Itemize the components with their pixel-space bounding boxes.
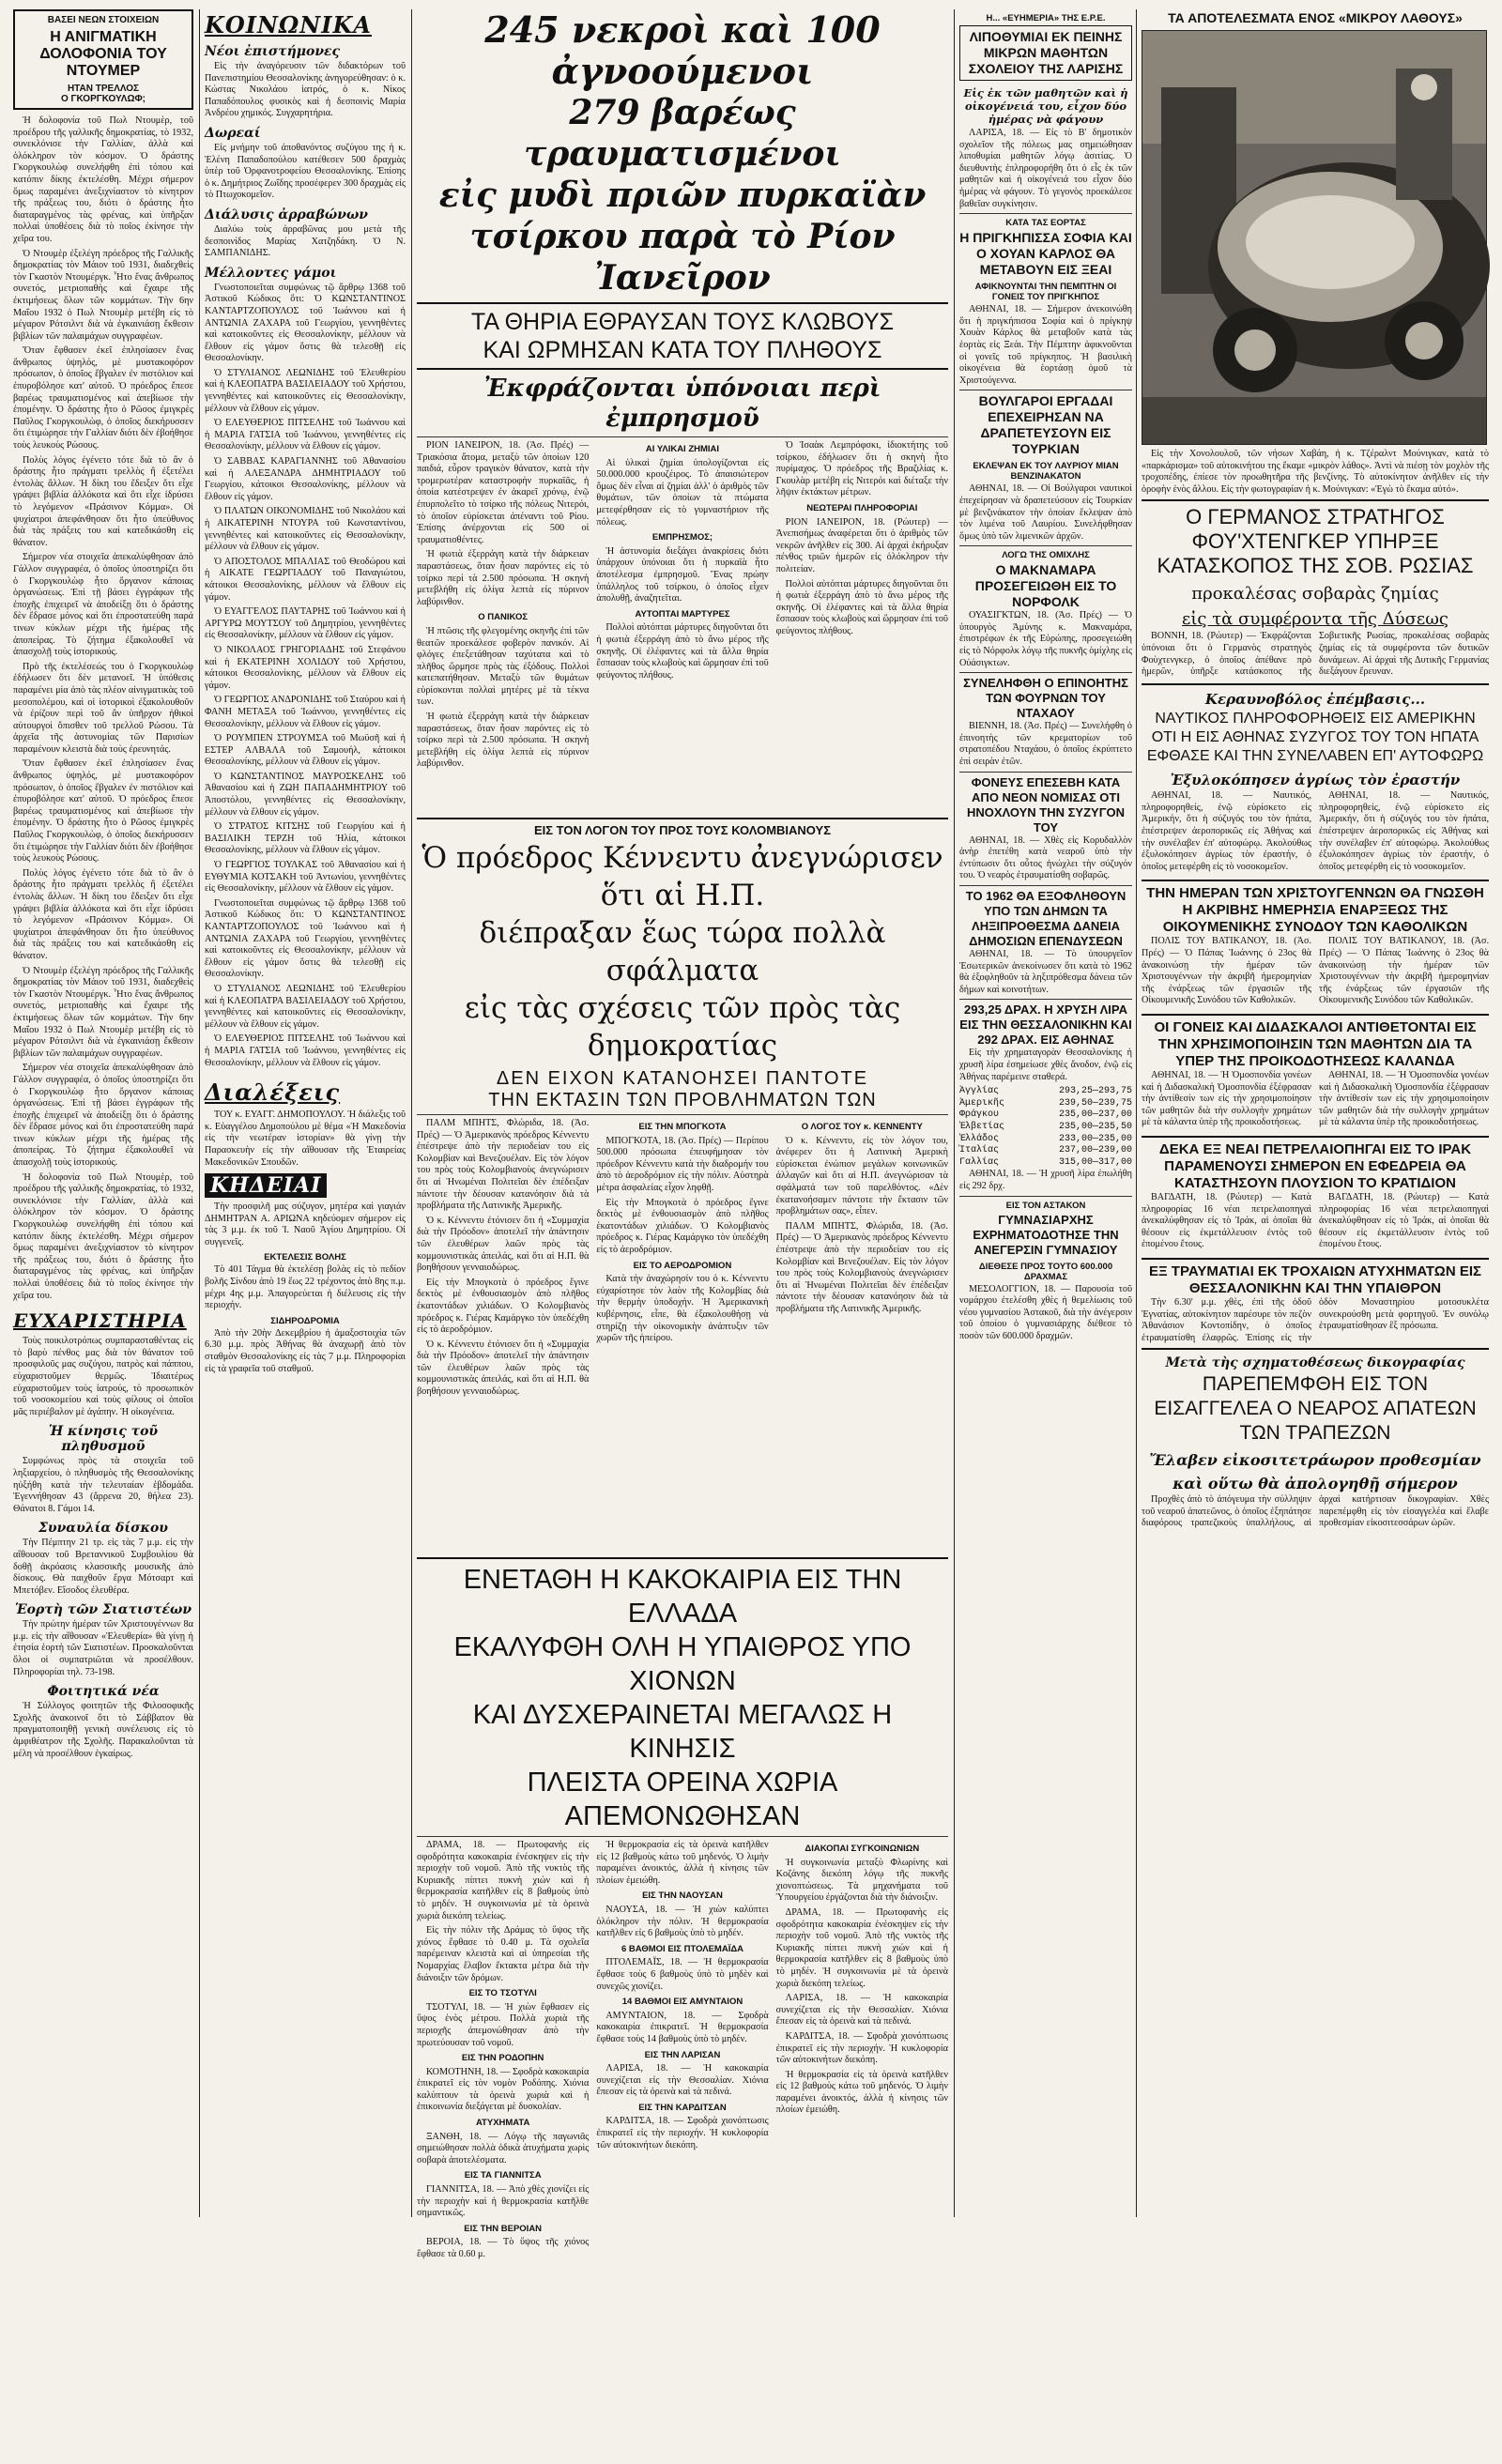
paragraph: Ὁ ΝΙΚΟΛΑΟΣ ΓΡΗΓΟΡΙΑΔΗΣ τοῦ Στεφάνου καὶ ἡ ΕΚΑΤΕΡΙΝΗ ΧΟΛΙΔΟΥ τοῦ Χρήστου, κάτοικοι Θεσσαλονίκης, μέλλουν νὰ ἔλθουν εἰς γάμον. — [205, 644, 406, 691]
box-label: ΒΑΣΕΙ ΝΕΩΝ ΣΤΟΙΧΕΙΩΝ — [47, 15, 160, 25]
kennedy-headline: διέπραξαν ἕως τώρα πολλὰ σφάλματα — [479, 916, 886, 987]
paragraph: Ὁ κ. Κέννεντυ ἐτόνισεν ὅτι ἡ «Συμμαχία διὰ τὴν Πρόοδον» ἀποτελεῖ τὴν ἀπάντησιν τῶν ἐλευθέρων λαῶν πρὸς τὰς κομμουνιστικὰς ἀπειλάς, καὶ ὅτι αἱ Η.Π. θὰ βοηθήσουν γενναιοδώρως. — [417, 1215, 590, 1274]
paragraph: Συμφώνως πρὸς τὰ στοιχεῖα τοῦ ληξιαρχείου, ὁ πληθυσμὸς τῆς Θεσσαλονίκης ηὐξήθη κατὰ τὴν τελευταίαν ἑβδομάδα. Ἐγεννήθησαν 43 (ἄρρενα 20, θήλεα 23). Θάνατοι 8. Γάμοι 14. — [13, 1456, 193, 1514]
paragraph: ΤΟΥ κ. ΕΥΑΓΓ. ΔΗΜΟΠΟΥΛΟΥ. Ἡ διάλεξις τοῦ κ. Εὐαγγέλου Δημοπούλου μὲ θέμα «Ἡ Μακεδονία εἰς τὴν νεωτέραν ἱστορίαν» θὰ γίνῃ τὴν Παρασκευὴν εἰς τὴν αἴθουσαν τῆς Ἑταιρείας Μακεδονικῶν Σπουδῶν. — [205, 1110, 406, 1168]
subhead: ΑΥΤΟΠΤΑΙ ΜΑΡΤΥΡΕΣ — [635, 608, 730, 620]
column-rule — [411, 9, 412, 2217]
paragraph: ΠΑΛΜ ΜΠΗΤΣ, Φλώριδα, 18. (Ἀσ. Πρές) — Ὁ Ἀμερικανὸς πρόεδρος Κέννεντυ ἐπέστρεψε ἀπὸ τὴν περιοδείαν του εἰς Κολομβίαν καὶ Βενεζουέλαν. Εἰς τὸν λόγον του πρὸς τοὺς Κολομβιανοὺς ἀνεγνώρισεν ὅτι αἱ Ἡνωμέναι Πολιτεῖαι δὲν ἐπέδειξαν πάντοτε τὴν δέουσαν κατανόησιν διὰ τὰ προβλήματα τῆς Λατινικῆς Ἀμερικῆς. — [417, 1118, 590, 1212]
subhead: ΕΙΣ ΤΗΝ ΛΑΡΙΣΑΝ — [644, 2049, 721, 2060]
section-title: ΚΗΔΕΙΑΙ — [205, 1173, 327, 1198]
paragraph: Προχθὲς ἀπὸ τὸ ἀπόγευμα τὴν σύλληψιν τοῦ νεαροῦ ἀπατεῶνος, ὁ ὁποῖος ἐξηπάτησε διαφόρους τραπεζικοὺς ὑπαλλήλους, αἱ ἀρχαὶ κατήρτισαν δικογραφίαν. Χθὲς παρεπέμφθη εἰς τὸν εἰσαγγελέα καὶ ἔλαβε προθεσμίαν εἰκοσιτεσσάρων ὡρῶν. — [1142, 1494, 1489, 1529]
photo-title: ΤΑ ΑΠΟΤΕΛΕΣΜΑΤΑ ΕΝΟΣ «ΜΙΚΡΟΥ ΛΑΘΟΥΣ» — [1168, 10, 1463, 25]
weather-headline: ΠΛΕΙΣΤΑ ΟΡΕΙΝΑ ΧΩΡΙΑ ΑΠΕΜΟΝΩΘΗΣΑΝ — [527, 1768, 838, 1831]
headline: ΤΟ 1962 ΘΑ ΕΞΟΦΛΗΘΟΥΝ ΥΠΟ ΤΩΝ ΔΗΜΩΝ ΤΑ ΛΗΞΙΠΡΟΘΕΣΜΑ ΔΑΝΕΙΑ ΔΗΜΟΣΙΩΝ ΕΠΕΝΔΥΣΕΩΝ — [965, 889, 1126, 948]
article-body — [13, 115, 193, 1302]
box-sub: ΗΤΑΝ ΤΡΕΛΛΟΣ — [67, 84, 140, 94]
paragraph: Πολλοὶ αὐτόπται μάρτυρες διηγοῦνται ὅτι ἡ φωτιὰ ἐξερράγη ἀπὸ τὸ ἄνω μέρος τῆς σκηνῆς. Οἱ ἐλέφαντες καὶ τὰ ἄλλα θηρία ἔσπασαν τοὺς κλωβοὺς καὶ ὥρμησαν ἐπὶ τοῦ φεύγοντος πλήθους. — [775, 578, 948, 636]
subhead: 6 ΒΑΘΜΟΙ ΕΙΣ ΠΤΟΛΕΜΑΪΔΑ — [621, 1943, 744, 1954]
weather-headline: ΚΑΙ ΔΥΣΧΕΡΑΙΝΕΤΑΙ ΜΕΓΑΛΩΣ Η ΚΙΝΗΣΙΣ — [472, 1700, 893, 1764]
kennedy-kicker: ΕΙΣ ΤΟΝ ΛΟΓΟΝ ΤΟΥ ΠΡΟΣ ΤΟΥΣ ΚΟΛΟΜΒΙΑΝΟΥΣ — [533, 823, 832, 837]
paragraph: Διαλύω τοὺς ἀρραβῶνας μου μετὰ τῆς δεσποινίδος Μαρίας Χατζηδάκη. Ὁ Ν. ΣΑΜΠΑΝΙΔΗΣ. — [205, 223, 406, 259]
headline: Ο ΜΑΚΝΑΜΑΡΑ ΠΡΟΣΕΓΕΙΩΘΗ ΕΙΣ ΤΟ ΝΟΡΦΟΛΚ — [974, 562, 1117, 610]
weather-headline: ΕΚΑΛΥΦΘΗ ΟΛΗ Η ΥΠΑΙΘΡΟΣ ΥΠΟ ΧΙΟΝΩΝ — [453, 1632, 912, 1696]
headline: Η ΠΡΙΓΚΗΠΙΣΣΑ ΣΟΦΙΑ ΚΑΙ Ο ΧΟΥΑΝ ΚΑΡΛΟΣ ΘΑ ΜΕΤΑΒΟΥΝ ΕΙΣ ΞΕΑΙ — [959, 230, 1132, 278]
subhead: ΔΙΕΘΕΣΕ ΠΡΟΣ ΤΟΥΤΟ 600.000 ΔΡΑΧΜΑΣ — [978, 1261, 1113, 1282]
section-title: Διαλέξεις — [205, 1079, 341, 1107]
paragraph: Ὁ ΕΛΕΥΘΕΡΙΟΣ ΠΙΤΣΕΛΗΣ τοῦ Ἰωάννου καὶ ἡ ΜΑΡΙΑ ΓΑΤΣΙΑ τοῦ Ἰωάννου, γεννηθέντες εἰς Θεσσαλονίκην, μέλλουν νὰ ἔλθουν εἰς γάμον. — [205, 418, 406, 452]
subhead: ΕΚΤΕΛΕΣΙΣ ΒΟΛΗΣ — [264, 1252, 346, 1263]
headline: ΦΟΝΕΥΣ ΕΠΕΣΕΒΗ ΚΑΤΑ ΑΠΟ ΝΕΟΝ ΝΟΜΙΣΑΣ ΟΤΙ ΗΝΟΧΛΟΥΝ ΤΗΝ ΣΥΖΥΓΟΝ ΤΟΥ — [966, 774, 1126, 834]
kennedy-subhead: ΔΕΝ ΕΙΧΟΝ ΚΑΤΑΝΟΗΣΕΙ ΠΑΝΤΟΤΕ — [496, 1068, 869, 1089]
subhead: ΑΙ ΥΛΙΚΑΙ ΖΗΜΙΑΙ — [645, 444, 720, 454]
paragraph: ΒΕΡΟΙΑ, 18. — Τὸ ὕψος τῆς χιόνος ἔφθασε τὰ 0.60 μ. — [417, 2237, 590, 2259]
paragraph: Ὁ Ντουμὲρ ἐξελέγη πρόεδρος τῆς Γαλλικῆς δημοκρατίας τὸν Μάιον τοῦ 1931, διαδεχθεὶς τὸν Γκαστὸν Ντουμέργκ. Ἦτο ἕνας ἄνθρωπος συνετός, μετριοπαθὴς καὶ ἔχαιρε τῆς ἐκτιμήσεως ὅλων τῶν κομμάτων. Τὴν 6ην Μαΐου 1932 ὁ Πωλ Ντουμὲρ μετέβη εἰς τὸ μέγαρον Ρότσιλντ διὰ νὰ ἐγκαινιάσῃ ἔκθεσιν βιβλίων τῶν παλαιμάχων συγγραφέων. — [13, 965, 193, 1059]
kennedy-headline: Ὁ πρόεδρος Κέννεντυ ἀνεγνώρισεν ὅτι αἱ Η.Π. — [421, 841, 943, 912]
gold-rate-name: Ἀγγλίας — [959, 1086, 1000, 1097]
paragraph: Πρὸ τῆς ἐκτελέσεώς του ὁ Γκοργκουλὼφ ἐδήλωσεν ὅτι δὲν μετανοεῖ. Ἡ ὑπόθεσις παραμένει μία ἀπὸ τὰς πλέον αἰνιγματικὰς τοῦ μεσοπολέμου, καὶ οἱ ἱστορικοὶ ἐξακολουθοῦν νὰ ἐρίζουν περὶ τοῦ ἂν ὑπῆρχον ἠθικοὶ αὐτουργοὶ ὄπισθεν τοῦ τρελλοῦ Ρώσου. Τὰ ἀρχεῖα τῆς ἀστυνομίας τῶν Παρισίων παραμένουν κλειστὰ διὰ τοὺς ἐρευνητάς. — [13, 661, 193, 755]
paragraph: Τὴν 6.30' μ.μ. χθὲς, ἐπὶ τῆς ὁδοῦ Ἐγνατίας, αὐτοκίνητον παρέσυρε τὸν πεζὸν Ἀθανάσιον Κοντοπίδην, ὁ ὁποῖος ἐτραυματίσθη ἐλαφρῶς. Ἐπίσης εἰς τὴν ὁδὸν Μοναστηρίου μοτοσυκλέτα συνεκρούσθη μετὰ φορτηγοῦ. Ἐν συνόλῳ ἐτραυματίσθησαν ἓξ πρόσωπα. — [1142, 1296, 1489, 1343]
paragraph: Ἡ Σύλλογος φοιτητῶν τῆς Φιλοσοφικῆς Σχολῆς ἀνακοινοῖ ὅτι τὸ Σάββατον θὰ πραγματοποιηθῇ γενικὴ συνέλευσις εἰς τὸ ἀμφιθέατρον τῆς Σχολῆς. Παρακαλοῦνται τὰ μέλη νὰ προσέλθουν ἐγκαίρως. — [13, 1701, 193, 1759]
paragraph: Σήμερον νέα στοιχεῖα ἀπεκαλύφθησαν ἀπὸ Γάλλον συγγραφέα, ὁ ὁποῖος ὑποστηρίζει ὅτι ὁ Γκοργκουλὼφ ἦτο ὄργανον κάποιας ὀργανώσεως. Ἐπὶ τῇ βάσει ἐγγράφων τῆς ἐποχῆς ἐπιχειρεῖ νὰ ἀποδείξῃ ὅτι ὁ δράστης δὲν ἔδρασε μόνος καὶ ὅτι ἐπροστατεύθη παρά τινων κύκλων μέχρι τῆς ἡμέρας τῆς ἀποπείρας. Τὸ ζήτημα ἐξακολουθεῖ νὰ ἀπασχολῇ τοὺς ἱστορικούς. — [13, 1063, 193, 1169]
paragraph: Εἰς τὴν χρηματαγορὰν Θεσσαλονίκης ἡ χρυσῆ λίρα ἐσημείωσε χθὲς ἄνοδον, ἐνῷ εἰς Ἀθήνας παρέμεινε σταθερά. — [959, 1048, 1132, 1082]
paragraph: Εἰς τὴν Μπογκοτὰ ὁ πρόεδρος ἔγινε δεκτὸς μὲ ἐνθουσιασμὸν ἀπὸ πλῆθος ἑκατοντάδων χιλιάδων. Ὁ Κολομβιανὸς πρόεδρος κ. Γιέρας Καμάργκο τὸν ὑπεδέχθη εἰς τὸ ἀεροδρόμιον. — [417, 1277, 590, 1336]
gold-rate-row — [959, 1098, 1132, 1110]
subhead: Ο ΠΑΝΙΚΟΣ — [478, 612, 529, 623]
paragraph: ΒΑΓΔΑΤΗ, 18. (Ρώυτερ) — Κατὰ πληροφορίας 16 νέαι πετρελαιοπηγαὶ ἀνεκαλύφθησαν εἰς τὸ Ἰράκ, αἱ ὁποῖαι θὰ θέσουν εἰς ἐκμετάλλευσιν ἐντὸς τοῦ ἐπομένου ἔτους. — [1142, 1191, 1311, 1250]
paragraph: ΛΑΡΙΣΑ, 18. — Ἡ κακοκαιρία συνεχίζεται εἰς τὴν Θεσσαλίαν. Χιόνια ἔπεσαν εἰς τὰ ὀρεινὰ καὶ τὰ πεδινά. — [596, 2063, 769, 2098]
paragraph: ΑΘΗΝΑΙ, 18. — Ἡ χρυσῆ λίρα ἐπωλήθη εἰς 292 δρχ. — [959, 1169, 1132, 1191]
subhead: Ἐξυλοκόπησεν ἀγρίως τὸν ἐραστήν — [1170, 772, 1461, 789]
paragraph: ΒΙΕΝΝΗ, 18. (Ἀσ. Πρές) — Συνελήφθη ὁ ἐπινοητὴς τῶν κρεματορίων τοῦ στρατοπέδου Νταχάου, ὁ ὁποῖος ἐκρύπτετο ἐπὶ σειρὰν ἐτῶν. — [959, 721, 1132, 768]
paragraph: ΚΑΡΔΙΤΣΑ, 18. — Σφοδρὰ χιονόπτωσις ἐπικρατεῖ εἰς τὴν περιοχήν. Ἡ κυκλοφορία τῶν αὐτοκινήτων διεκόπη. — [596, 2116, 769, 2150]
paragraph: Ὁ ΚΩΝΣΤΑΝΤΙΝΟΣ ΜΑΥΡΟΣΚΕΛΗΣ τοῦ Ἀθανασίου καὶ ἡ ΖΩΗ ΠΑΠΑΔΗΜΗΤΡΙΟΥ τοῦ Ἀποστόλου, γεννηθέντες εἰς Θεσσαλονίκην, μέλλουν νὰ ἔλθουν εἰς γάμον. — [205, 771, 406, 818]
gold-rate-value: 239,50—239,75 — [1058, 1097, 1132, 1109]
gold-rate-row — [959, 1122, 1132, 1134]
paragraph: Ὁ ΣΤΥΛΙΑΝΟΣ ΛΕΩΝΙΔΗΣ τοῦ Ἐλευθερίου καὶ ἡ ΚΛΕΟΠΑΤΡΑ ΒΑΣΙΛΕΙΑΔΟΥ τοῦ Χρήστου, γεννηθέντες καὶ κατοικοῦντες εἰς Θεσσαλονίκην, μέλλουν νὰ ἔλθουν εἰς γάμον. — [205, 983, 406, 1030]
subhead: Συναυλία δίσκου — [38, 1521, 169, 1537]
ntoumer-headline-box — [13, 9, 193, 110]
paragraph: Εἰς τὴν πόλιν τῆς Δράμας τὸ ὕψος τῆς χιόνος ἔφθασε τὸ 0.40 μ. Τὰ σχολεῖα παρέμειναν κλειστὰ καὶ αἱ ὑπηρεσίαι τῆς Νομαρχίας ἔλαβον ἔκτακτα μέτρα διὰ τὴν διάνοιξιν τῶν δρόμων. — [417, 1925, 590, 1983]
paragraph: Ἡ δολοφονία τοῦ Πωλ Ντουμὲρ, τοῦ προέδρου τῆς γαλλικῆς δημοκρατίας, τὸ 1932, συνεκλόνισε τὴν Γαλλίαν, ἀλλὰ καὶ ὁλόκληρον τὸν κόσμον. Ὁ δράστης Γκοργκουλὼφ συνελήφθη ἐπὶ τόπου καὶ κατόπιν δίκης ἐκτελέσθη. Μέχρι σήμερον ὅμως παραμένει ἀνεξιχνίαστον τὸ κίνητρον τῆς πράξεως του, διότι ὁ δράστης ἦτο διαταραγμένος τὰς φρένας, καὶ ὑπῆρξαν πολλαὶ ὑποθέσεις διὰ τὸ ποῖος ἐκίνησε τὴν χεῖρα του. — [13, 1171, 193, 1301]
paragraph: ΠΟΛΙΣ ΤΟΥ ΒΑΤΙΚΑΝΟΥ, 18. (Ἀσ. Πρές) — Ὁ Πάπας Ἰωάννης ὁ 23ος θὰ ἀνακοινώσῃ τὴν ἡμέραν τῶν Χριστουγέννων τὴν ἀκριβῆ ἡμερομηνίαν τῆς ἐνάρξεως τῶν ἐργασιῶν τῆς Οἰκουμενικῆς Συνόδου τῶν Καθολικῶν. — [1142, 936, 1311, 1006]
subhead: Δωρεαί — [205, 125, 261, 141]
paragraph: ΟΥΑΣΙΓΚΤΩΝ, 18. (Ἀσ. Πρές) — Ὁ ὑπουργὸς Ἀμύνης κ. Μακναμάρα, ἐπιστρέφων ἐκ τῆς Εὐρώπης, προσεγειώθη εἰς τὸ Νόρφολκ λόγῳ τῆς πυκνῆς ὁμίχλης εἰς Οὐάσιγκτων. — [959, 610, 1132, 668]
gold-rate-name: Ἰταλίας — [959, 1145, 1000, 1156]
gold-rate-name: Φράγκου — [959, 1110, 1000, 1121]
paragraph: Πολὺς λόγος ἐγένετο τότε διὰ τὸ ἂν ὁ δράστης ἦτο πράγματι τρελλὸς ἢ ἐξετέλει ἐντολὰς ἄλλων. Ἡ δίκη του ἔδειξεν ὅτι εἶχε γράψει βιβλία ἀλλόκοτα καὶ ὅτι εἶχε ἱδρύσει τὸ λεγόμενον «Πράσινον Κόμμα». Οἱ ψυχίατροι ἀπεφάνθησαν ὅτι ἦτο ὑπεύθυνος διὰ τὰς πράξεις του καὶ κατεδικάσθη εἰς θάνατον. — [13, 867, 193, 961]
paragraph: ΛΑΡΙΣΑ, 18. — Ἡ κακοκαιρία συνεχίζεται εἰς τὴν Θεσσαλίαν. Χιόνια ἔπεσαν εἰς τὰ ὀρεινὰ καὶ τὰ πεδινά. — [775, 1993, 948, 2028]
paragraph: Πολλοὶ αὐτόπται μάρτυρες διηγοῦνται ὅτι ἡ φωτιὰ ἐξερράγη ἀπὸ τὸ ἄνω μέρος τῆς σκηνῆς. Οἱ ἐλέφαντες καὶ τὰ ἄλλα θηρία ἔσπασαν τοὺς κλωβοὺς καὶ ὥρμησαν ἐπὶ τοῦ φεύγοντος πλήθους. — [596, 622, 769, 681]
paragraph: ΓΙΑΝΝΙΤΣΑ, 18. — Ἀπὸ χθὲς χιονίζει εἰς τὴν περιοχὴν καὶ ἡ θερμοκρασία κατῆλθε σημαντικῶς. — [417, 2184, 590, 2219]
gold-rate-value: 237,00—239,00 — [1058, 1145, 1132, 1156]
paragraph: Αἱ ὑλικαὶ ζημίαι ὑπολογίζονται εἰς 50.000.000 κρουζέιρος. Τὸ ἀπαισιώτερον ὅμως δὲν εἶναι αἱ ζημίαι ἀλλ' ὁ ἀριθμὸς τῶν θυμάτων, τῶν ὁποίων τὰ πτώματα μετεφέρθησαν εἰς τὸ γυμναστήριον τῆς πόλεως. — [596, 457, 769, 528]
paragraph: Ὁ ΠΛΑΤΩΝ ΟΙΚΟΝΟΜΙΔΗΣ τοῦ Νικολάου καὶ ἡ ΑΙΚΑΤΕΡΙΝΗ ΝΤΟΥΡΑ τοῦ Κωνσταντίνου, γεννηθέντες καὶ κατοικοῦντες εἰς Θεσσαλονίκην, μέλλουν νὰ ἔλθουν εἰς γάμον. — [205, 506, 406, 553]
headline: ΠΑΡΕΠΕΜΦΘΗ ΕΙΣ ΤΟΝ ΕΙΣΑΓΓΕΛΕΑ Ο ΝΕΑΡΟΣ ΑΠΑΤΕΩΝ ΤΩΝ ΤΡΑΠΕΖΩΝ — [1154, 1373, 1477, 1445]
paragraph: Ὅταν ἔφθασεν ἐκεῖ ἐπλησίασεν ἕνας ἄνθρωπος ὑψηλός, μὲ μυστακοφόρον πρόσωπον, ὁ ὁποῖος ἔβγαλεν ἐν πιστόλιον καὶ ἐπυροβόλησε κατ' αὐτοῦ. Ὁ πρόεδρος ἔπεσε βαρέως τραυματισμένος καὶ ἀπεβίωσε τὴν ἑπομένην. Ὁ δράστης ἦτο ὁ Ρῶσος ἐμιγκρὲς Παῦλος Γκοργκουλὼφ, ὁ ὁποῖος διεκήρυσσεν ὅτι ἐτιμώρησε τὴν Γαλλίαν διότι δὲν ἐβοήθησε τοὺς λευκοὺς Ρώσους. — [13, 345, 193, 451]
column-rule — [199, 9, 200, 2217]
paragraph: ΑΘΗΝΑΙ, 18. — Ἡ Ὁμοσπονδία γονέων καὶ ἡ Διδασκαλικὴ Ὁμοσπονδία ἐξέφρασαν τὴν ἀντίθεσίν των εἰς τὴν χρησιμοποίησιν τῶν μαθητῶν διὰ τὴν συλλογὴν χρημάτων μὲ τὰ κάλαντα ὑπὲρ τῆς προικοδοτήσεως. — [1142, 1069, 1311, 1128]
car-photo-icon — [1142, 31, 1486, 444]
paragraph: Εἰς τὴν Μπογκοτὰ ὁ πρόεδρος ἔγινε δεκτὸς μὲ ἐνθουσιασμὸν ἀπὸ πλῆθος ἑκατοντάδων χιλιάδων. Ὁ Κολομβιανὸς πρόεδρος κ. Γιέρας Καμάργκο τὸν ὑπεδέχθη εἰς τὸ ἀεροδρόμιον. — [596, 1197, 769, 1255]
headline: ΕΞ ΤΡΑΥΜΑΤΙΑΙ ΕΚ ΤΡΟΧΑΙΩΝ ΑΤΥΧΗΜΑΤΩΝ ΕΙΣ ΘΕΣΣΑΛΟΝΙΚΗΝ ΚΑΙ ΤΗΝ ΥΠΑΙΘΡΟΝ — [1148, 1263, 1482, 1296]
subhead: Ἡ κίνησις τοῦ πληθυσμοῦ — [48, 1424, 159, 1455]
paragraph: ΜΕΣΟΛΟΓΓΙΟΝ, 18. — Παρουσία τοῦ νομάρχου ἐτελέσθη χθὲς ἡ θεμελίωσις τοῦ νέου γυμνασίου Ἀστακοῦ, διὰ τὴν ἀνέγερσιν τοῦ ὁποίου ὁ γυμνασιάρχης διέθεσε τὸ ποσὸν τῶν 600.000 δραχμῶν. — [959, 1283, 1132, 1341]
paragraph: Σήμερον νέα στοιχεῖα ἀπεκαλύφθησαν ἀπὸ Γάλλον συγγραφέα, ὁ ὁποῖος ὑποστηρίζει ὅτι ὁ Γκοργκουλὼφ ἦτο ὄργανον κάποιας ὀργανώσεως. Ἐπὶ τῇ βάσει ἐγγράφων τῆς ἐποχῆς ἐπιχειρεῖ νὰ ἀποδείξῃ ὅτι ὁ δράστης δὲν ἔδρασε μόνος καὶ ὅτι ἐπροστατεύθη παρά τινων κύκλων μέχρι τῆς ἡμέρας τῆς ἀποπείρας. Τὸ ζήτημα ἐξακολουθεῖ νὰ ἀπασχολῇ τοὺς ἱστορικούς. — [13, 552, 193, 658]
headline-2: 279 βαρέως τραυματισμένοι — [524, 93, 841, 174]
gold-rate-name: Ἀμερικῆς — [959, 1097, 1005, 1109]
column-rule — [954, 9, 955, 2217]
kicker: ΛΟΓΩ ΤΗΣ ΟΜΙΧΛΗΣ — [1002, 550, 1090, 561]
paragraph: Τὸ 401 Τάγμα θὰ ἐκτελέσῃ βολὰς εἰς τὸ πεδίον βολῆς Σίνδου ἀπὸ 19 ἕως 22 τρέχοντος ἀπὸ 8ης π.μ. μέχρι 4ης μ.μ. Ἀπαγορεύεται ἡ διέλευσις εἰς τὴν περιοχήν. — [205, 1264, 406, 1311]
kennedy-article — [417, 1118, 948, 1553]
paragraph: ΜΠΟΓΚΟΤΑ, 18. (Ἀσ. Πρές) — Περίπου 500.000 πρόσωπα ἐπευφήμησαν τὸν πρόεδρον Κέννεντυ κατὰ τὴν διαδρομήν του ἀπὸ τὸ ἀεροδρόμιον εἰς τὴν πόλιν. Αὐστηρὰ μέτρα ἀσφαλείας εἶχον ληφθῇ. — [596, 1135, 769, 1193]
paragraph: Εἰς τὴν ἀναγόρευσιν τῶν διδακτόρων τοῦ Πανεπιστημίου Θεσσαλονίκης ἀνηγορεύθησαν: ὁ κ. Κώστας Νικολάου ἰατρός, ὁ κ. Νίκος Παπαδόπουλος φυσικὸς καὶ ἡ δεσποινὶς Μαρία Ἀνδρέου χημικός. Συγχαρητήρια. — [205, 61, 406, 119]
section-title: ΚΟΙΝΩΝΙΚΑ — [205, 11, 372, 38]
gold-rate-name: Γαλλίας — [959, 1156, 1000, 1168]
paragraph: Ἡ θερμοκρασία εἰς τὰ ὀρεινὰ κατῆλθεν εἰς 12 βαθμοὺς κάτω τοῦ μηδενός. Ὁ λιμὴν παραμένει ἀνοικτός, ἀλλὰ ἡ κίνησις τῶν πλοίων ἐμειώθη. — [596, 1840, 769, 1886]
gold-rates-table — [959, 1086, 1132, 1169]
paragraph: Ὁ ΓΕΩΡΓΙΟΣ ΑΝΔΡΟΝΙΔΗΣ τοῦ Σταύρου καὶ ἡ ΦΑΝΗ ΜΕΤΑΞΑ τοῦ Ἰωάννου, γεννηθέντες εἰς Θεσσαλονίκην, μέλλουν νὰ ἔλθουν εἰς γάμον. — [205, 695, 406, 729]
weather-headline: ΕΝΕΤΑΘΗ Η ΚΑΚΟΚΑΙΡΙΑ ΕΙΣ ΤΗΝ ΕΛΛΑΔΑ — [463, 1565, 902, 1629]
subhead: Ἑορτὴ τῶν Σιατιστέων — [14, 1602, 192, 1618]
gold-rate-value: 235,00—237,00 — [1058, 1110, 1132, 1121]
gold-rate-value: 235,00—235,50 — [1058, 1121, 1132, 1132]
headline-3: εἰς μυδὶ πριῶν πυρκαϊὰν — [438, 176, 927, 215]
headline-4: τσίρκου παρὰ τὸ Ρίον Ἰανεῖρον — [469, 217, 896, 298]
subhead: εἰς τὰ συμφέροντα τῆς Δύσεως — [1182, 609, 1448, 630]
subhead: ΕΙΣ ΤΗΝ ΒΕΡΟΙΑΝ — [464, 2223, 543, 2234]
paragraph: Ἡ πτῶσις τῆς φλεγομένης σκηνῆς ἐπὶ τῶν θεατῶν προεκάλεσε φοβερὸν πανικόν. Αἱ φλόγες ἐπεξετάθησαν ταχύτατα καὶ τὸ πλῆθος ὥρμησε πρὸς τὰς ἐξόδους. Πολλοὶ κατεπατήθησαν. Μεταξὺ τῶν θυμάτων εὑρίσκονται πολλαὶ μητέρες μὲ τὰ τέκνα των. — [417, 625, 590, 708]
paragraph: ΠΤΟΛΕΜΑΪΣ, 18. — Ἡ θερμοκρασία ἔφθασε τοὺς 6 βαθμοὺς ὑπὸ τὸ μηδὲν καὶ συνεχῶς χιονίζει. — [596, 1957, 769, 1992]
paragraph: Ὁ κ. Κέννεντυ, εἰς τὸν λόγον του, ἀνέφερεν ὅτι ἡ Λατινικὴ Ἀμερικὴ εὑρίσκεται ἐνώπιον μεγάλων κοινωνικῶν ἀλλαγῶν καὶ ὅτι αἱ Η.Π. ἀνεγνώρισαν τὰ σφάλματά των τοῦ παρελθόντος. «Δὲν ἐκατανοήσαμεν πάντοτε τὴν ἔκτασιν τῶν προβλημάτων σας», εἶπεν. — [775, 1135, 948, 1217]
paragraph: ΡΙΟΝ ΙΑΝΕΙΡΟΝ, 18. (Ρώυτερ) — Ἀνεπισήμως ἀναφέρεται ὅτι ὁ ἀριθμὸς τῶν νεκρῶν ἀνῆλθεν εἰς 300. Αἱ ἀρχαὶ ἐκήρυξαν πένθος τριῶν ἡμερῶν εἰς ὁλόκληρον τὴν πολιτείαν. — [775, 516, 948, 574]
weather-article — [417, 1840, 948, 2464]
column-1 — [13, 9, 193, 2217]
subhead: Μέλλοντες γάμοι — [205, 265, 337, 281]
gold-rate-row — [959, 1145, 1132, 1157]
paragraph: Ἡ δολοφονία τοῦ Πωλ Ντουμὲρ, τοῦ προέδρου τῆς γαλλικῆς δημοκρατίας, τὸ 1932, συνεκλόνισε τὴν Γαλλίαν, ἀλλὰ καὶ ὁλόκληρον τὸν κόσμον. Ὁ δράστης Γκοργκουλὼφ συνελήφθη ἐπὶ τόπου καὶ κατόπιν δίκης ἐκτελέσθη. Μέχρι σήμερον ὅμως παραμένει ἀνεξιχνίαστον τὸ κίνητρον τῆς πράξεως του, διότι ὁ δράστης ἦτο διαταραγμένος τὰς φρένας, καὶ ὑπῆρξαν πολλαὶ ὑποθέσεις διὰ τὸ ποῖος ἐκίνησε τὴν χεῖρα του. — [13, 115, 193, 244]
paragraph: ΑΘΗΝΑΙ, 18. — Ἡ Ὁμοσπονδία γονέων καὶ ἡ Διδασκαλικὴ Ὁμοσπονδία ἐξέφρασαν τὴν ἀντίθεσίν των εἰς τὴν χρησιμοποίησιν τῶν μαθητῶν διὰ τὴν συλλογὴν χρημάτων μὲ τὰ κάλαντα ὑπὲρ τῆς προικοδοτήσεως. — [1319, 1069, 1489, 1128]
headline: ΝΑΥΤΙΚΟΣ ΠΛΗΡΟΦΟΡΗΘΕΙΣ ΕΙΣ ΑΜΕΡΙΚΗΝ ΟΤΙ Η ΕΙΣ ΑΘΗΝΑΣ ΣΥΖΥΓΟΣ ΤΟΥ ΤΟΝ ΗΠΑΤΑ ΕΦΘΑΣΕ ΚΑΙ ΤΗΝ ΣΥΝΕΛΑΒΕΝ ΕΠ' ΑΥΤΟΦΩΡΩ — [1146, 711, 1484, 765]
photo-caption: Εἰς τὴν Χονολουλοῦ, τῶν νήσων Χαβάη, ἡ κ. Τζέραλντ Μούνιγκαν, κατὰ τὸ «παρκάρισμα» τοῦ αὐτοκινήτου της ἔκαμε «μικρὸν λάθος». Ἀντὶ νὰ πιέσῃ τὸν μοχλὸν τῆς τροχοπέδης, ἐπίεσε τὸν προωθητῆρα τῆς βενζίνης. Τὸ αὐτοκίνητον ἀνῆλθεν εἰς τὴν ὀροφὴν ἑνὸς ἄλλου. Εἰς τὴν φωτογραφίαν ἡ κ. Μούνιγκαν: «Ἐγὼ τὸ ἔκαμα αὐτό». — [1142, 449, 1489, 495]
headline: ΣΥΝΕΛΗΦΘΗ Ο ΕΠΙΝΟΗΤΗΣ ΤΩΝ ΦΟΥΡΝΩΝ ΤΟΥ ΝΤΑΧΑΟΥ — [963, 676, 1128, 721]
kennedy-subhead: ΤΗΝ ΕΚΤΑΣΙΝ ΤΩΝ ΠΡΟΒΛΗΜΑΤΩΝ ΤΩΝ — [488, 1090, 877, 1110]
center-columns — [417, 8, 948, 2259]
paragraph: ΤΣΟΤΥΛΙ, 18. — Ἡ χιὼν ἔφθασεν εἰς ὕψος ἑνὸς μέτρου. Πολλὰ χωριὰ τῆς περιοχῆς ἀπεμονώθησαν ἀπὸ τὴν πρωτεύουσαν τοῦ νομοῦ. — [417, 2001, 590, 2048]
kennedy-headline: εἰς τὰς σχέσεις τῶν πρὸς τὰς δημοκρατίας — [464, 991, 901, 1063]
subhead: Εἰς ἐκ τῶν μαθητῶν καὶ ἡ οἰκογένειά του, εἶχον δύο ἡμέρας νὰ φάγουν — [963, 86, 1128, 126]
subhead: ΕΙΣ ΤΟ ΤΣΟΤΥΛΙ — [468, 1988, 537, 1999]
paragraph: Ὁ ΣΤΥΛΙΑΝΟΣ ΛΕΩΝΙΔΗΣ τοῦ Ἐλευθερίου καὶ ἡ ΚΛΕΟΠΑΤΡΑ ΒΑΣΙΛΕΙΑΔΟΥ τοῦ Χρήστου, γεννηθέντες καὶ κατοικοῦντες εἰς Θεσσαλονίκην, μέλλουν νὰ ἔλθουν εἰς γάμον. — [205, 367, 406, 414]
paragraph: ΚΟΜΟΤΗΝΗ, 18. — Σφοδρὰ κακοκαιρία ἐπικρατεῖ εἰς τὸν νομὸν Ροδόπης. Χιόνια καλύπτουν τὰ ὀρεινὰ χωριὰ καὶ ἡ ἐπικοινωνία διεξάγεται μὲ δυσκολίαν. — [417, 2066, 590, 2113]
column-rule — [1136, 9, 1137, 2217]
paragraph: Γνωστοποιεῖται συμφώνως τῷ ἄρθρῳ 1368 τοῦ Ἀστικοῦ Κώδικος ὅτι: Ὁ ΚΩΝΣΤΑΝΤΙΝΟΣ ΚΑΝΤΑΡΤΖΟΠΟΥΛΟΣ τοῦ Ἰωάννου καὶ ἡ ΑΝΤΩΝΙΑ ΖΑΧΑΡΑ τοῦ Γεωργίου, γεννηθέντες καὶ κατοικοῦντες εἰς Θεσσαλονίκην, μέλλουν νὰ ἔλθουν εἰς γάμον ὅστις θὰ τελεσθῇ εἰς Θεσσαλονίκην. — [205, 282, 406, 364]
newspaper-page — [13, 8, 1489, 2259]
paragraph: Τοὺς ποικιλοτρόπως συμπαρασταθέντας εἰς τὸ βαρὺ πένθος μας διὰ τὸν θάνατον τοῦ προσφιλοῦς μας συζύγου, πατρὸς καὶ πάππου, εὐχαριστοῦμεν θερμῶς. Ἰδιαιτέρως εὐχαριστοῦμεν τοὺς ἰατρούς, τὸ προσωπικὸν τοῦ νοσοκομείου καὶ τοὺς φίλους οἱ ὁποῖοι μᾶς περιέβαλον μὲ ἀγάπην. Ἡ οἰκογένεια. — [13, 1336, 193, 1417]
paragraph: ΑΘΗΝΑΙ, 18. — Ναυτικός, πληροφορηθείς, ἐνῷ εὑρίσκετο εἰς Ἀμερικήν, ὅτι ἡ σύζυγός του τὸν ἠπάτα, ἐπέστρεψεν ἀεροπορικῶς εἰς Ἀθήνας καὶ τὴν συνέλαβεν ἐπ' αὐτοφώρῳ. Ἀκολούθως ἐξυλοκόπησεν ἀγρίως τὸν ἐραστήν, ὁ ὁποῖος μετεφέρθη εἰς τὸ νοσοκομεῖον. — [1142, 790, 1311, 872]
subhead: ΔΙΑΚΟΠΑΙ ΣΥΓΚΟΙΝΩΝΙΩΝ — [805, 1844, 920, 1854]
gold-rate-name: Ἑλβετίας — [959, 1121, 1005, 1132]
gold-rate-row — [959, 1110, 1132, 1122]
column-6 — [1142, 9, 1489, 2217]
paragraph: Ὁ Ντουμὲρ ἐξελέγη πρόεδρος τῆς Γαλλικῆς δημοκρατίας τὸν Μάιον τοῦ 1931, διαδεχθεὶς τὸν Γκαστὸν Ντουμέργκ. Ἦτο ἕνας ἄνθρωπος συνετός, μετριοπαθὴς καὶ ἔχαιρε τῆς ἐκτιμήσεως ὅλων τῶν κομμάτων. Τὴν 6ην Μαΐου 1932 ὁ Πωλ Ντουμὲρ μετέβη εἰς τὸ μέγαρον Ρότσιλντ διὰ νὰ ἐγκαινιάσῃ ἔκθεσιν βιβλίων τῶν παλαιμάχων συγγραφέων. — [13, 248, 193, 342]
headline: 293,25 ΔΡΑΧ. Η ΧΡΥΣΗ ΛΙΡΑ ΕΙΣ ΤΗΝ ΘΕΣΣΑΛΟΝΙΚΗΝ ΚΑΙ 292 ΔΡΑΧ. ΕΙΣ ΑΘΗΝΑΣ — [959, 1002, 1132, 1048]
paragraph: ΛΑΡΙΣΑ, 18. — Εἰς τὸ Β' δημοτικὸν σχολεῖον τῆς πόλεως μας σημειώθησαν λιποθυμίαι μαθητῶν λόγῳ ἀσιτίας. Ὁ διευθυντὴς ἐπληροφορήθη ὅτι ὁ εἷς ἐκ τῶν μαθητῶν καὶ ἡ οἰκογένειά του εἶχον δύο ἡμέρας νὰ φάγουν. Τὸ γεγονὸς προεκάλεσε βαθεῖαν συγκίνησιν. — [959, 128, 1132, 209]
subhead: ΕΚΛΕΨΑΝ ΕΚ ΤΟΥ ΛΑΥΡΙΟΥ ΜΙΑΝ ΒΕΝΖΙΝΑΚΑΤΟΝ — [973, 461, 1119, 482]
paragraph: Ὁ κ. Κέννεντυ ἐτόνισεν ὅτι ἡ «Συμμαχία διὰ τὴν Πρόοδον» ἀποτελεῖ τὴν ἀπάντησιν τῶν ἐλευθέρων λαῶν πρὸς τὰς κομμουνιστικὰς ἀπειλάς, καὶ ὅτι αἱ Η.Π. θὰ βοηθήσουν γενναιοδώρως. — [417, 1339, 590, 1398]
circus-article — [417, 440, 948, 814]
paragraph: ΝΑΟΥΣΑ, 18. — Ἡ χιὼν καλύπτει ὁλόκληρον τὴν πόλιν. Ἡ θερμοκρασία κατῆλθεν εἰς 6 βαθμοὺς ὑπὸ τὸ μηδέν. — [596, 1904, 769, 1939]
gold-rate-name: Ἑλλάδος — [959, 1133, 1000, 1144]
paragraph: ΑΘΗΝΑΙ, 18. — Τὸ ὑπουργεῖον Ἐσωτερικῶν ἀνεκοίνωσεν ὅτι κατὰ τὸ 1962 θὰ ἐξοφληθοῦν τὰ ληξιπρόθεσμα δάνεια τῶν δήμων καὶ κοινοτήτων. — [959, 949, 1132, 995]
paragraph: Ὁ ΡΟΥΜΠΕΝ ΣΤΡΟΥΜΣΑ τοῦ Μωϋσῆ καὶ ἡ ΕΣΤΕΡ ΑΛΒΑΛΑ τοῦ Σαμουήλ, κάτοικοι Θεσσαλονίκης, μέλλουν νὰ ἔλθουν εἰς γάμον. — [205, 733, 406, 768]
paragraph: Ἡ φωτιὰ ἐξερράγη κατὰ τὴν διάρκειαν παραστάσεως, ὅταν ἦσαν παρόντες εἰς τὸ τσίρκο περὶ τὰ 2.500 πρόσωπα. Ἡ σκηνὴ μετεβλήθη εἰς ὀλίγα λεπτὰ εἰς πύρινον λαβύρινθον. — [417, 549, 590, 607]
headline: ΛΙΠΟΘΥΜΙΑΙ ΕΚ ΠΕΙΝΗΣ ΜΙΚΡΩΝ ΜΑΘΗΤΩΝ ΣΧΟΛΕΙΟΥ ΤΗΣ ΛΑΡΙΣΗΣ — [959, 25, 1132, 81]
paragraph: Ὁ ΣΤΡΑΤΟΣ ΚΙΤΣΗΣ τοῦ Γεωργίου καὶ ἡ ΒΑΣΙΛΙΚΗ ΤΕΡΖΗ τοῦ Ἠλία, κάτοικοι Θεσσαλονίκης, μέλλουν νὰ ἔλθουν εἰς γάμον. — [205, 821, 406, 856]
paragraph: ΑΜΥΝΤΑΙΟΝ, 18. — Σφοδρὰ κακοκαιρία ἐπικρατεῖ. Ἡ θερμοκρασία ἔφθασε τοὺς 14 βαθμοὺς ὑπὸ τὸ μηδέν. — [596, 2010, 769, 2044]
subhead: ΣΙΔΗΡΟΔΡΟΜΙΑ — [270, 1315, 340, 1326]
paragraph: ΞΑΝΘΗ, 18. — Λόγῳ τῆς παγωνιᾶς σημειώθησαν πολλὰ ὁδικὰ ἀτυχήματα χωρὶς σοβαρὰ ἀποτελέσματα. — [417, 2131, 590, 2166]
headline: Ο ΓΕΡΜΑΝΟΣ ΣΤΡΑΤΗΓΟΣ ΦΟΥ'ΧΤΕΝΓΚΕΡ ΥΠΗΡΞΕ ΚΑΤΑΣΚΟΠΟΣ ΤΗΣ ΣΟΒ. ΡΩΣΙΑΣ — [1157, 505, 1474, 578]
paragraph: ΠΑΛΜ ΜΠΗΤΣ, Φλώριδα, 18. (Ἀσ. Πρές) — Ὁ Ἀμερικανὸς πρόεδρος Κέννεντυ ἐπέστρεψε ἀπὸ τὴν περιοδείαν του εἰς Κολομβίαν καὶ Βενεζουέλαν. Εἰς τὸν λόγον του πρὸς τοὺς Κολομβιανοὺς ἀνεγνώρισεν ὅτι αἱ Ἡνωμέναι Πολιτεῖαι δὲν ἐπέδειξαν πάντοτε τὴν δέουσαν κατανόησιν διὰ τὰ προβλήματα τῆς Λατινικῆς Ἀμερικῆς. — [775, 1220, 948, 1314]
subhead: ΕΙΣ ΤΗΝ ΚΑΡΔΙΤΣΑΝ — [638, 2102, 727, 2113]
paragraph: ΔΡΑΜΑ, 18. — Πρωτοφανὴς εἰς σφοδρότητα κακοκαιρία ἐνέσκηψεν εἰς τὴν περιοχὴν τοῦ νομοῦ. Ἀπὸ τῆς νυκτὸς τῆς Κυριακῆς πίπτει πυκνὴ χιών καὶ ἡ θερμοκρασία κατῆλθεν εἰς 8 βαθμοὺς ὑπὸ τὸ μηδέν. Ἡ συγκοινωνία μὲ τὰ ὀρεινὰ χωριὰ διεκόπη τελείως. — [417, 1840, 590, 1921]
paragraph: ΑΘΗΝΑΙ, 18. — Ναυτικός, πληροφορηθείς, ἐνῷ εὑρίσκετο εἰς Ἀμερικήν, ὅτι ἡ σύζυγός του τὸν ἠπάτα, ἐπέστρεψεν ἀεροπορικῶς εἰς Ἀθήνας καὶ τὴν συνέλαβεν ἐπ' αὐτοφώρῳ. Ἀκολούθως ἐξυλοκόπησεν ἀγρίως τὸν ἐραστήν, ὁ ὁποῖος μετεφέρθη εἰς τὸ νοσοκομεῖον. — [1319, 790, 1489, 872]
gold-rate-value: 315,00—317,00 — [1058, 1156, 1132, 1168]
paragraph: Ἀπὸ τὴν 20ὴν Δεκεμβρίου ἡ ἀμαξοστοιχία τῶν 6.30 μ.μ. πρὸς Ἀθήνας θὰ ἀναχωρῇ ἀπὸ τὸν σταθμὸν Θεσσαλονίκης εἰς τὰς 7 μ.μ. Πληροφορίαι εἰς τὰ γραφεῖα τοῦ σταθμοῦ. — [205, 1327, 406, 1374]
column-5 — [959, 9, 1132, 2217]
paragraph: Εἰς μνήμην τοῦ ἀποθανόντος συζύγου της ἡ κ. Ἑλένη Παπαδοπούλου κατέθεσεν 500 δραχμὰς ὑπὲρ τοῦ Ὀρφανοτροφείου Θεσσαλονίκης. Ἐπίσης ὁ κ. Δημήτριος Ζωΐδης προσέφερεν 300 δραχμὰς εἰς τὸ Πτωχοκομεῖον. — [205, 142, 406, 201]
headline-5: ΤΑ ΘΗΡΙΑ ΕΘΡΑΥΣΑΝ ΤΟΥΣ ΚΛΩΒΟΥΣ — [470, 309, 895, 335]
paragraph: Ὁ Ἰσαὰκ Λεμπρόφσκι, ἰδιοκτήτης τοῦ τσίρκου, ἐδήλωσεν ὅτι ἡ σκηνὴ ἦτο πυρίμαχος. Ὁ πρόεδρος τῆς Βραζιλίας κ. Γκουλὰρ μετέβη εἰς Νιτερόι καὶ διέταξε τὴν λῆψιν ἐκτάκτων μέτρων. — [775, 440, 948, 498]
kicker: Μετὰ τὴς σχηματοθέσεως δικογραφίας — [1165, 1355, 1465, 1371]
paragraph: ΚΑΡΔΙΤΣΑ, 18. — Σφοδρὰ χιονόπτωσις ἐπικρατεῖ εἰς τὴν περιοχήν. Ἡ κυκλοφορία τῶν αὐτοκινήτων διεκόπη. — [775, 2030, 948, 2066]
paragraph: Ἡ φωτιὰ ἐξερράγη κατὰ τὴν διάρκειαν παραστάσεως, ὅταν ἦσαν παρόντες εἰς τὸ τσίρκο περὶ τὰ 2.500 πρόσωπα. Ἡ σκηνὴ μετεβλήθη εἰς ὀλίγα λεπτὰ εἰς πύρινον λαβύρινθον. — [417, 712, 590, 770]
gold-rate-value: 233,00—235,00 — [1058, 1133, 1132, 1144]
paragraph: Ἡ ἀστυνομία διεξάγει ἀνακρίσεις διότι ὑπάρχουν ὑπόνοιαι ὅτι ἡ πυρκαϊὰ ἦτο ἀποτέλεσμα ἐμπρησμοῦ. Ἕνας πρώην ὑπάλληλος τοῦ τσίρκου, ὁ ὁποῖος εἶχεν ἀπολυθῇ, ἀναζητεῖται. — [596, 545, 769, 605]
kicker: Κεραυνοβόλος ἐπέμβασις... — [1204, 691, 1426, 709]
headline: ΒΟΥΛΓΑΡΟΙ ΕΡΓΑΔΑΙ ΕΠΕΧΕΙΡΗΣΑΝ ΝΑ ΔΡΑΠΕΤΕΥΣΟΥΝ ΕΙΣ ΤΟΥΡΚΙΑΝ — [978, 393, 1113, 457]
paragraph: ΑΘΗΝΑΙ, 18. — Οἱ Βούλγαροι ναυτικοὶ ἐπεχείρησαν νὰ δραπετεύσουν εἰς Τουρκίαν μὲ βενζινάκατον τὴν ὁποίαν ἔκλεψαν ἀπὸ τὸν λιμένα τοῦ Λαυρίου. Συνελήφθησαν ὅμως ὑπὸ τῶν λιμενικῶν ἀρχῶν. — [959, 483, 1132, 542]
paragraph: ΔΡΑΜΑ, 18. — Πρωτοφανὴς εἰς σφοδρότητα κακοκαιρία ἐνέσκηψεν εἰς τὴν περιοχὴν τοῦ νομοῦ. Ἀπὸ τῆς νυκτὸς τῆς Κυριακῆς πίπτει πυκνὴ χιών καὶ ἡ θερμοκρασία κατῆλθεν εἰς 8 βαθμοὺς ὑπὸ τὸ μηδέν. Ἡ συγκοινωνία μὲ τὰ ὀρεινὰ χωριὰ διεκόπη τελείως. — [775, 1906, 948, 1989]
paragraph: Ὁ ΑΠΟΣΤΟΛΟΣ ΜΠΑΛΙΑΣ τοῦ Θεοδώρου καὶ ἡ ΑΙΚΑΤΕ ΓΕΩΡΓΙΑΔΟΥ τοῦ Παναγιώτου, κάτοικοι Θεσσαλονίκης, μέλλουν νὰ ἔλθουν εἰς γάμον. — [205, 556, 406, 603]
paragraph: Γνωστοποιεῖται συμφώνως τῷ ἄρθρῳ 1368 τοῦ Ἀστικοῦ Κώδικος ὅτι: Ὁ ΚΩΝΣΤΑΝΤΙΝΟΣ ΚΑΝΤΑΡΤΖΟΠΟΥΛΟΣ τοῦ Ἰωάννου καὶ ἡ ΑΝΤΩΝΙΑ ΖΑΧΑΡΑ τοῦ Γεωργίου, γεννηθέντες καὶ κατοικοῦντες εἰς Θεσσαλονίκην, μέλλουν νὰ ἔλθουν εἰς γάμον ὅστις θὰ τελεσθῇ εἰς Θεσσαλονίκην. — [205, 897, 406, 980]
subhead: καὶ οὕτω θὰ ἀπολογηθῇ σήμερον — [1172, 1475, 1458, 1493]
column-2 — [205, 9, 406, 2217]
paragraph: Ὁ ΣΑΒΒΑΣ ΚΑΡΑΓΙΑΝΝΗΣ τοῦ Ἀθανασίου καὶ ἡ ΑΛΕΞΑΝΔΡΑ ΔΗΜΗΤΡΙΑΔΟΥ τοῦ Γεωργίου, κάτοικοι Θεσσαλονίκης, μέλλουν νὰ ἔλθουν εἰς γάμον. — [205, 456, 406, 502]
paragraph: Τὴν προσφιλῆ μας σύζυγον, μητέρα καὶ γιαγιάν ΔΗΜΗΤΡΑΝ Α. ΑΡΙΩΝΑ κηδεύομεν σήμερον εἰς τὰς 3 μ.μ. ἐκ τοῦ Ἱ. Ναοῦ Ἁγίου Δημητρίου. Οἱ συγγενεῖς. — [205, 1201, 406, 1247]
headline: ΔΕΚΑ ΕΞ ΝΕΑΙ ΠΕΤΡΕΛΑΙΟΠΗΓΑΙ ΕΙΣ ΤΟ ΙΡΑΚ ΠΑΡΑΜΕΝΟΥΣΙ ΣΗΜΕΡΟΝ ΕΝ ΕΦΕΔΡΕΙΑ ΘΑ ΚΑΤΑΣΤΗΣΟΥΝ ΠΛΟΥΣΙΟΝ ΤΟ ΚΡΑΤΙΔΙΟΝ — [1158, 1140, 1472, 1191]
paragraph: Κατὰ τὴν ἀναχώρησίν του ὁ κ. Κέννεντυ εὐχαρίστησε τὸν λαὸν τῆς Κολομβίας διὰ τὴν θερμὴν ὑποδοχήν. Ἡ Ἀμερικανικὴ κυβέρνησις, εἶπε, θὰ ἐξακολουθήσῃ νὰ στηρίζῃ τὴν οἰκονομικὴν ἀνάπτυξιν τῶν χωρῶν τῆς ἠπείρου. — [596, 1274, 769, 1344]
subhead: ΕΙΣ ΤΗΝ ΜΠΟΓΚΟΤΑ — [638, 1122, 727, 1132]
paragraph: Ὅταν ἔφθασεν ἐκεῖ ἐπλησίασεν ἕνας ἄνθρωπος ὑψηλός, μὲ μυστακοφόρον πρόσωπον, ὁ ὁποῖος ἔβγαλεν ἐν πιστόλιον καὶ ἐπυροβόλησε κατ' αὐτοῦ. Ὁ πρόεδρος ἔπεσε βαρέως τραυματισμένος καὶ ἀπεβίωσε τὴν ἑπομένην. Ὁ δράστης ἦτο ὁ Ρῶσος ἐμιγκρὲς Παῦλος Γκοργκουλὼφ, ὁ ὁποῖος διεκήρυσσεν ὅτι ἐτιμώρησε τὴν Γαλλίαν διότι δὲν ἐβοήθησε τοὺς λευκοὺς Ρώσους. — [13, 758, 193, 865]
paragraph: Τὴν Πέμπτην 21 τρ. εἰς τὰς 7 μ.μ. εἰς τὴν αἴθουσαν τοῦ Βρεταννικοῦ Συμβουλίου θὰ δοθῇ ἀκρόασις κλασσικῆς μουσικῆς ἀπὸ δίσκους. Θὰ παιχθοῦν ἔργα Μότσαρτ καὶ Μπετόβεν. Εἴσοδος ἐλευθέρα. — [13, 1538, 193, 1596]
paragraph: Τὴν πρώτην ἡμέραν τῶν Χριστουγέννων 8α μ.μ. εἰς τὴν αἴθουσαν «Ἑλευθερία» θὰ γίνῃ ἡ ἐτησία ἑορτὴ τῶν Σιατιστέων. Προσκαλοῦνται ὅλοι οἱ συμπατριῶται νὰ προσέλθουν. Πληροφορίαι τηλ. 73-198. — [13, 1619, 193, 1677]
paragraph: Πολὺς λόγος ἐγένετο τότε διὰ τὸ ἂν ὁ δράστης ἦτο πράγματι τρελλὸς ἢ ἐξετέλει ἐντολὰς ἄλλων. Ἡ δίκη του ἔδειξεν ὅτι εἶχε γράψει βιβλία ἀλλόκοτα καὶ ὅτι εἶχε ἱδρύσει τὸ λεγόμενον «Πράσινον Κόμμα». Οἱ ψυχίατροι ἀπεφάνθησαν ὅτι ἦτο ὑπεύθυνος διὰ τὰς πράξεις του καὶ κατεδικάσθη εἰς θάνατον. — [13, 454, 193, 548]
paragraph: ΡΙΟΝ ΙΑΝΕΙΡΟΝ, 18. (Ἀσ. Πρές) — Τριακόσια ἄτομα, μεταξὺ τῶν ὁποίων 120 παιδιά, εὗρον τραγικὸν θάνατον, κατὰ τὴν τρομερωτέραν καταστροφὴν πυρκαϊᾶς, ἡ ὁποία κατέστρεψεν ἐν ἀκαρεῖ χρόνῳ, ἐνῷ ἐπυρπολεῖτο τὸ τσίρκο τῆς πόλεως Νιτερόι, τὸ ὁποῖον εὑρίσκεται ἀπέναντι τοῦ Ρίου. Ἐπίσης ἀνέρχονται εἰς 500 οἱ τραυματισθέντες. — [417, 440, 590, 545]
kicker: Η... «ΕΥΗΜΕΡΙΑ» ΤΗΣ Ε.Ρ.Ε. — [986, 13, 1106, 23]
headline: ΓΥΜΝΑΣΙΑΡΧΗΣ ΕΧΡΗΜΑΤΟΔΟΤΗΣΕ ΤΗΝ ΑΝΕΓΕΡΣΙΝ ΓΥΜΝΑΣΙΟΥ — [973, 1212, 1119, 1257]
subhead: Ἔλαβεν εἰκοσιτετράωρον προθεσμίαν — [1149, 1451, 1481, 1470]
headline-6: Ἐκφράζονται ὑπόνοιαι περὶ ἐμπρησμοῦ — [483, 375, 881, 433]
headline-5: ΚΑΙ ΩΡΜΗΣΑΝ ΚΑΤΑ ΤΟΥ ΠΛΗΘΟΥΣ — [483, 337, 882, 363]
subhead: ΑΦΙΚΝΟΥΝΤΑΙ ΤΗΝ ΠΕΜΠΤΗΝ ΟΙ ΓΟΝΕΙΣ ΤΟΥ ΠΡΙΓΚΗΠΟΣ — [974, 282, 1117, 303]
paragraph: ΠΟΛΙΣ ΤΟΥ ΒΑΤΙΚΑΝΟΥ, 18. (Ἀσ. Πρές) — Ὁ Πάπας Ἰωάννης ὁ 23ος θὰ ἀνακοινώσῃ τὴν ἡμέραν τῶν Χριστουγέννων τὴν ἀκριβῆ ἡμερομηνίαν τῆς ἐνάρξεως τῶν ἐργασιῶν τῆς Οἰκουμενικῆς Συνόδου τῶν Καθολικῶν. — [1319, 936, 1489, 1006]
paragraph: Ὁ ΕΥΑΓΓΕΛΟΣ ΠΑΥΤΑΡΗΣ τοῦ Ἰωάννου καὶ ἡ ΑΡΓΥΡΩ ΜΟΥΤΣΟΥ τοῦ Δημητρίου, γεννηθέντες εἰς Θεσσαλονίκην, μέλλουν νὰ ἔλθουν εἰς γάμον. — [205, 606, 406, 641]
paragraph: ΒΑΓΔΑΤΗ, 18. (Ρώυτερ) — Κατὰ πληροφορίας 16 νέαι πετρελαιοπηγαὶ ἀνεκαλύφθησαν εἰς τὸ Ἰράκ, αἱ ὁποῖαι θὰ θέσουν εἰς ἐκμετάλλευσιν ἐντὸς τοῦ ἐπομένου ἔτους. — [1319, 1191, 1489, 1250]
paragraph: Ἡ θερμοκρασία εἰς τὰ ὀρεινὰ κατῆλθεν εἰς 12 βαθμοὺς κάτω τοῦ μηδενός. Ὁ λιμὴν παραμένει ἀνοικτός, ἀλλὰ ἡ κίνησις τῶν πλοίων ἐμειώθη. — [775, 2069, 948, 2116]
section-title: ΕΥΧΑΡΙΣΤΗΡΙΑ — [13, 1309, 187, 1333]
paragraph: ΒΟΝΝΗ, 18. (Ρώυτερ) — Ἐκφράζονται ὑπόνοιαι ὅτι ὁ Γερμανὸς στρατηγὸς Φοὺχτενγκερ, ὁ ὁποῖος ἀπέθανε πρὸ ἡμερῶν, ὑπῆρξε κατάσκοπος τῆς Σοβιετικῆς Ρωσίας, προκαλέσας σοβαρὰς ζημίας εἰς τὰ συμφέροντα τῶν δυτικῶν δυνάμεων. Αἱ ἀρχαὶ τῆς Δυτικῆς Γερμανίας διεξάγουν ἔρευναν. — [1142, 631, 1489, 678]
subhead: ΑΤΥΧΗΜΑΤΑ — [475, 2118, 530, 2129]
headline: ΟΙ ΓΟΝΕΙΣ ΚΑΙ ΔΙΔΑΣΚΑΛΟΙ ΑΝΤΙΘΕΤΟΝΤΑΙ ΕΙΣ ΤΗΝ ΧΡΗΣΙΜΟΠΟΙΗΣΙΝ ΤΩΝ ΜΑΘΗΤΩΝ ΔΙΑ ΤΑ ΥΠΕΡ ΤΗΣ ΠΡΟΙΚΟΔΟΤΗΣΕΩΣ ΚΑΛΑΝΔΑ — [1154, 1018, 1477, 1069]
car-accident-photo — [1142, 30, 1487, 445]
subhead: ΕΙΣ ΤΟ ΑΕΡΟΔΡΟΜΙΟΝ — [633, 1260, 732, 1271]
gold-rate-row — [959, 1157, 1132, 1170]
gold-rate-row — [959, 1086, 1132, 1098]
subhead: Νέοι ἐπιστήμονες — [205, 44, 341, 59]
weddings-list — [205, 283, 406, 1069]
paragraph: Ὁ ΓΕΩΡΓΙΟΣ ΤΟΥΛΚΑΣ τοῦ Ἀθανασίου καὶ ἡ ΕΥΘΥΜΙΑ ΚΟΤΣΑΚΗ τοῦ Ἀντωνίου, γεννηθέντες εἰς Θεσσαλονίκην, μέλλουν νὰ ἔλθουν εἰς γάμον. — [205, 860, 406, 895]
headline: ΤΗΝ ΗΜΕΡΑΝ ΤΩΝ ΧΡΙΣΤΟΥΓΕΝΝΩΝ ΘΑ ΓΝΩΣΘΗ Η ΑΚΡΙΒΗΣ ΗΜΕΡΗΣΙΑ ΕΝΑΡΞΕΩΣ ΤΗΣ ΟΙΚΟΥΜΕΝΙΚΗΣ ΣΥΝΟΔΟΥ ΤΩΝ ΚΑΘΟΛΙΚΩΝ — [1146, 885, 1484, 936]
gold-rate-value: 293,25—293,75 — [1058, 1086, 1132, 1097]
box-sub: Ο ΓΚΟΡΓΚΟΥΛΩΦ; — [60, 94, 146, 104]
subhead: ΕΙΣ ΤΗΝ ΡΟΔΟΠΗΝ — [461, 2053, 544, 2064]
gold-rate-row — [959, 1134, 1132, 1146]
subhead: ΝΕΩΤΕΡΑΙ ΠΛΗΡΟΦΟΡΙΑΙ — [806, 502, 918, 513]
paragraph: ΑΘΗΝΑΙ, 18. — Σήμερον ἀνεκοινώθη ὅτι ἡ πριγκήπισσα Σοφία καὶ ὁ πρίγκηψ Χουὰν Κάρλος θὰ μεταβοῦν κατὰ τὰς ἑορτὰς εἰς Ξεάι. Τὴν Πέμπτην ἀφικνοῦνται οἱ γονεῖς τοῦ πρίγκηπος. Ἡ βασιλικὴ οἰκογένεια θὰ ἑορτάσῃ ὁμοῦ τὰ Χριστούγεννα. — [959, 304, 1132, 386]
subhead: ΕΙΣ ΤΑ ΓΙΑΝΝΙΤΣΑ — [464, 2170, 542, 2181]
paragraph: Ἡ συγκοινωνία μεταξὺ Φλωρίνης καὶ Κοζάνης διεκόπη λόγῳ τῆς πυκνῆς χιονοπτώσεως. Τὰ μηχανήματα τοῦ Ὑπουργείου ἐργάζονται διὰ τὴν διάνοιξιν. — [775, 1857, 948, 1904]
kicker: ΚΑΤΑ ΤΑΣ ΕΟΡΤΑΣ — [1005, 218, 1086, 229]
subhead: ΕΜΠΡΗΣΜΟΣ; — [651, 532, 713, 543]
subhead: 14 ΒΑΘΜΟΙ ΕΙΣ ΑΜΥΝΤΑΙΟΝ — [621, 1997, 743, 2008]
headline-1: 245 νεκροὶ καὶ 100 ἀγνοούμενοι — [484, 8, 881, 92]
box-title: Η ΑΝΙΓΜΑΤΙΚΗ ΔΟΛΟΦΟΝΙΑ ΤΟΥ ΝΤΟΥΜΕΡ — [39, 29, 167, 79]
paragraph: Ὁ ΕΛΕΥΘΕΡΙΟΣ ΠΙΤΣΕΛΗΣ τοῦ Ἰωάννου καὶ ἡ ΜΑΡΙΑ ΓΑΤΣΙΑ τοῦ Ἰωάννου, γεννηθέντες εἰς Θεσσαλονίκην, μέλλουν νὰ ἔλθουν εἰς γάμον. — [205, 1033, 406, 1068]
subhead: Ο ΛΟΓΟΣ ΤΟΥ κ. ΚΕΝΝΕΝΤΥ — [801, 1122, 923, 1132]
paragraph: ΑΘΗΝΑΙ, 18. — Χθὲς εἰς Κορυδαλλὸν ἀνὴρ ἐπετέθη κατὰ νεαροῦ ὑπὸ τὴν ἐντύπωσιν ὅτι οὗτος ἠνώχλει τὴν σύζυγόν του. Ὁ νεαρὸς ἐτραυματίσθη σοβαρῶς. — [959, 834, 1132, 881]
subhead: Διάλυσις ἀρραβώνων — [205, 207, 368, 222]
kicker: ΕΙΣ ΤΟΝ ΑΣΤΑΚΟΝ — [1005, 1200, 1086, 1211]
subhead: προκαλέσας σοβαρὰς ζημίας — [1191, 584, 1439, 605]
subhead: Φοιτητικά νέα — [47, 1684, 160, 1700]
subhead: ΕΙΣ ΤΗΝ ΝΑΟΥΣΑΝ — [642, 1890, 723, 1902]
